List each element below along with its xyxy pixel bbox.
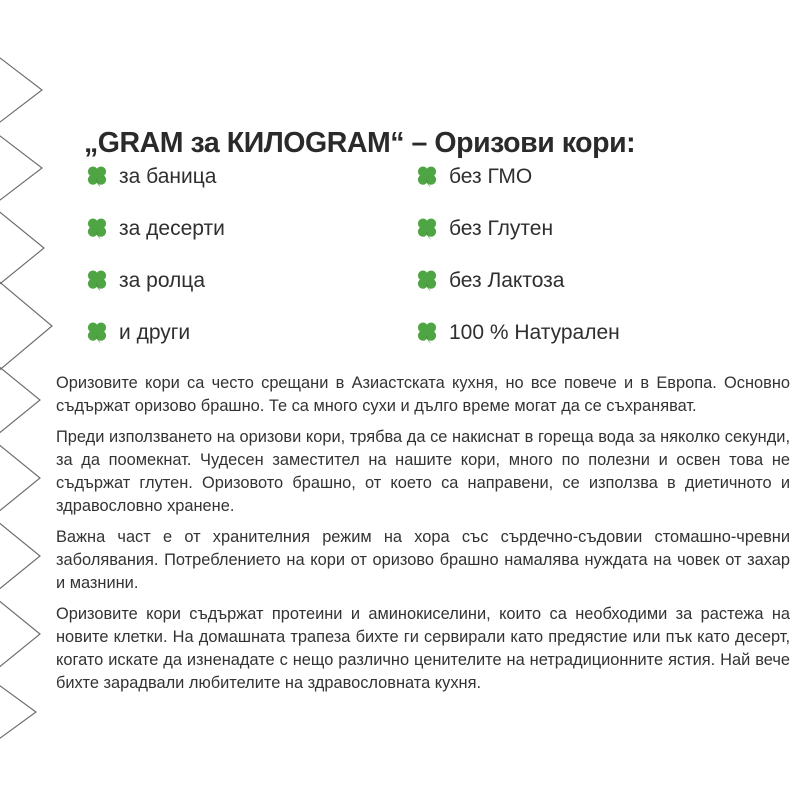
feature-item [84, 210, 414, 246]
feature-item [84, 314, 414, 350]
feature-label: и други [119, 320, 191, 344]
feature-item [84, 158, 414, 194]
feature-label: за десерти [119, 216, 225, 240]
clover-icon [414, 319, 440, 345]
paragraph: Преди използването на оризови кори, трябва да се накиснат в гореща вода за няколко секунди, за да поомекнат. Чудесен заместител на нашите кори, много по полезни и освен това не съдържат глутен. Оризовото брашно, от което са направени, се използва в диетичното и здравословно хранене. [56, 428, 790, 515]
page-title: „GRAM за КИЛОGRAM“ – Оризови кори: [84, 127, 636, 160]
feature-label: без Лактоза [449, 268, 565, 292]
feature-label: без Глутен [449, 216, 554, 240]
feature-row [84, 262, 744, 314]
feature-label: за ролца [119, 268, 205, 292]
feature-row [84, 314, 744, 366]
clover-icon [84, 215, 110, 241]
feature-label: без ГМО [449, 164, 533, 188]
paragraph: Оризовите кори съдържат протеини и аминокиселини, които са необходими за растежа на новите клетки. На домашната трапеза бихте ги сервирали като предястие или пък като десерт, когато искате да изненадате с нещо различно ценителите на нетрадиционните ястия. Най вече бихте зарадвали любителите на здравословната кухня. [56, 605, 790, 692]
paragraph: Важна част е от хранителния режим на хора със сърдечно-съдовии стомашно-чревни заболявания. Потреблението на кори от оризово брашно намалява нуждата на човек от захар и мазнини. [56, 528, 790, 592]
clover-icon [414, 163, 440, 189]
body-copy [56, 372, 790, 695]
clover-icon [84, 267, 110, 293]
feature-row [84, 158, 744, 210]
clover-icon [414, 215, 440, 241]
feature-row [84, 210, 744, 262]
feature-label: за баница [119, 164, 217, 188]
feature-list [84, 158, 744, 366]
feature-item [414, 158, 744, 194]
paragraph: Оризовите кори са често срещани в Азиастската кухня, но все повече и в Европа. Основно съдържат оризово брашно. Те са много сухи и дълго време могат да се съхраняват. [56, 374, 790, 415]
feature-label: 100 % Натурален [449, 320, 620, 344]
clover-icon [84, 163, 110, 189]
feature-item [414, 210, 744, 246]
feature-item [84, 262, 414, 298]
clover-icon [414, 267, 440, 293]
feature-item [414, 314, 744, 350]
clover-icon [84, 319, 110, 345]
feature-item [414, 262, 744, 298]
